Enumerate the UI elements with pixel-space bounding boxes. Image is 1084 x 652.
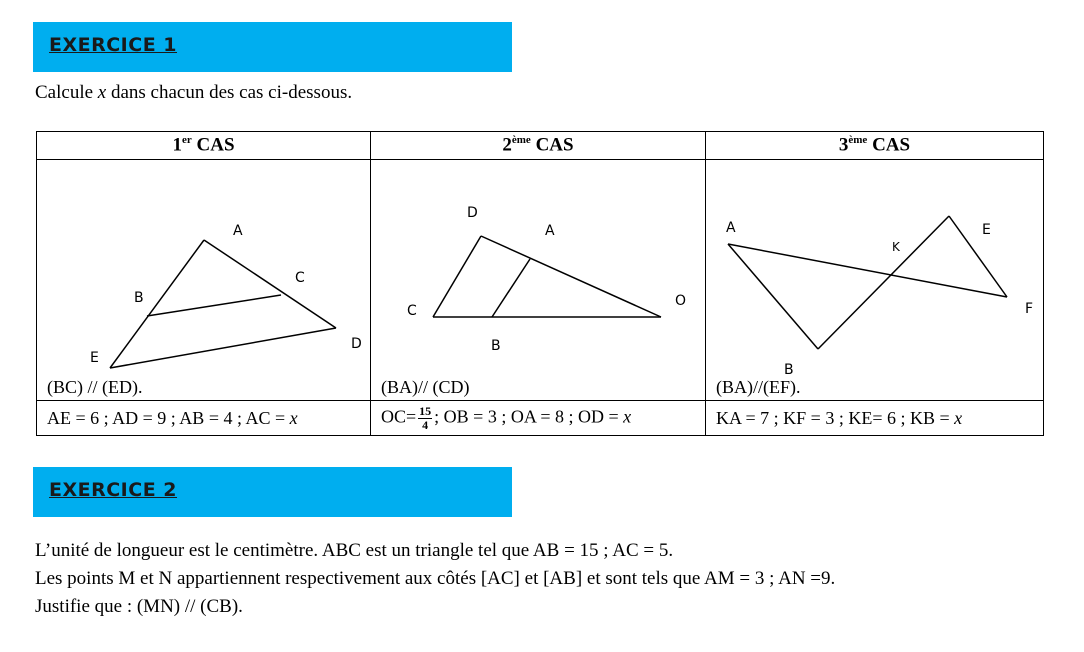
case2-point-O: O	[675, 293, 687, 309]
case1-figure	[37, 160, 371, 400]
case2-header: 2ème CAS	[371, 132, 706, 160]
case2-point-A: A	[545, 223, 555, 239]
segment-EA	[110, 240, 204, 368]
case3-point-B: B	[784, 362, 794, 378]
cases-table	[36, 131, 1044, 436]
segment-CD	[433, 236, 481, 317]
exercise2-line: L’unité de longueur est le centimètre. ABC est un triangle tel que AB = 15 ; AC = 5.	[35, 540, 674, 561]
case1-point-C: C	[295, 270, 305, 286]
case1-figure-cell	[37, 160, 371, 401]
case3-point-A: A	[726, 220, 736, 236]
segment-BC	[147, 295, 281, 316]
case1-point-E: E	[90, 350, 99, 366]
case2-figure	[371, 160, 706, 400]
case3-point-K: K	[892, 240, 900, 254]
case3-figure-cell	[706, 160, 1044, 401]
case1-values: AE = 6 ; AD = 9 ; AB = 4 ; AC = x	[37, 401, 371, 436]
fraction-15-over-4: $\frac{15}{4}$	[419, 403, 432, 432]
segment-DO	[481, 236, 661, 317]
exercise2-statement	[35, 537, 835, 621]
exercise2-line: Les points M et N appartiennent respectivement aux côtés [AC] et [AB] et sont tels que AM = 3 ; AN =9.	[35, 568, 836, 589]
segment-AB	[728, 244, 818, 349]
exercise2-line: Justifie que : (MN) // (CB).	[35, 596, 243, 617]
segment-EF	[949, 216, 1007, 297]
case3-point-F: F	[1025, 301, 1034, 317]
case1-header: 1er CAS	[37, 132, 371, 160]
exercise1-intro	[35, 82, 352, 104]
intro-variable: x	[97, 82, 107, 103]
case2-point-D: D	[467, 205, 478, 221]
intro-text-end: dans chacun des cas ci-dessous.	[106, 82, 353, 103]
cases-figure-row	[37, 160, 1044, 401]
segment-AF	[728, 244, 1007, 297]
case3-condition: (BA)//(EF).	[716, 377, 801, 397]
case3-values: KA = 7 ; KF = 3 ; KE= 6 ; KB = x	[706, 401, 1044, 436]
exercise1-header	[33, 22, 512, 72]
case2-condition: (BA)// (CD)	[381, 377, 470, 397]
segment-AD	[204, 240, 336, 328]
case2-values: OC= $\frac{15}{4}$ ; OB = 3 ; OA = 8 ; OD = x	[371, 401, 706, 436]
case1-point-D: D	[351, 336, 362, 352]
exercise2-header	[33, 467, 512, 517]
exercise1-title: EXERCICE 1	[49, 34, 178, 56]
case2-figure-cell	[371, 160, 706, 401]
case3-figure	[706, 160, 1044, 400]
case3-point-E: E	[982, 222, 991, 238]
case1-point-B: B	[134, 290, 144, 306]
case3-header: 3ème CAS	[706, 132, 1044, 160]
intro-text-start: Calcule	[35, 82, 98, 103]
exercise2-title: EXERCICE 2	[49, 479, 178, 501]
case1-point-A: A	[233, 223, 243, 239]
case2-point-B: B	[491, 338, 501, 354]
cases-header-row	[37, 132, 1044, 160]
segment-BA	[492, 259, 530, 317]
case1-condition: (BC) // (ED).	[47, 377, 143, 397]
case2-point-C: C	[407, 303, 417, 319]
cases-values-row	[37, 401, 1044, 436]
segment-ED	[110, 328, 336, 368]
